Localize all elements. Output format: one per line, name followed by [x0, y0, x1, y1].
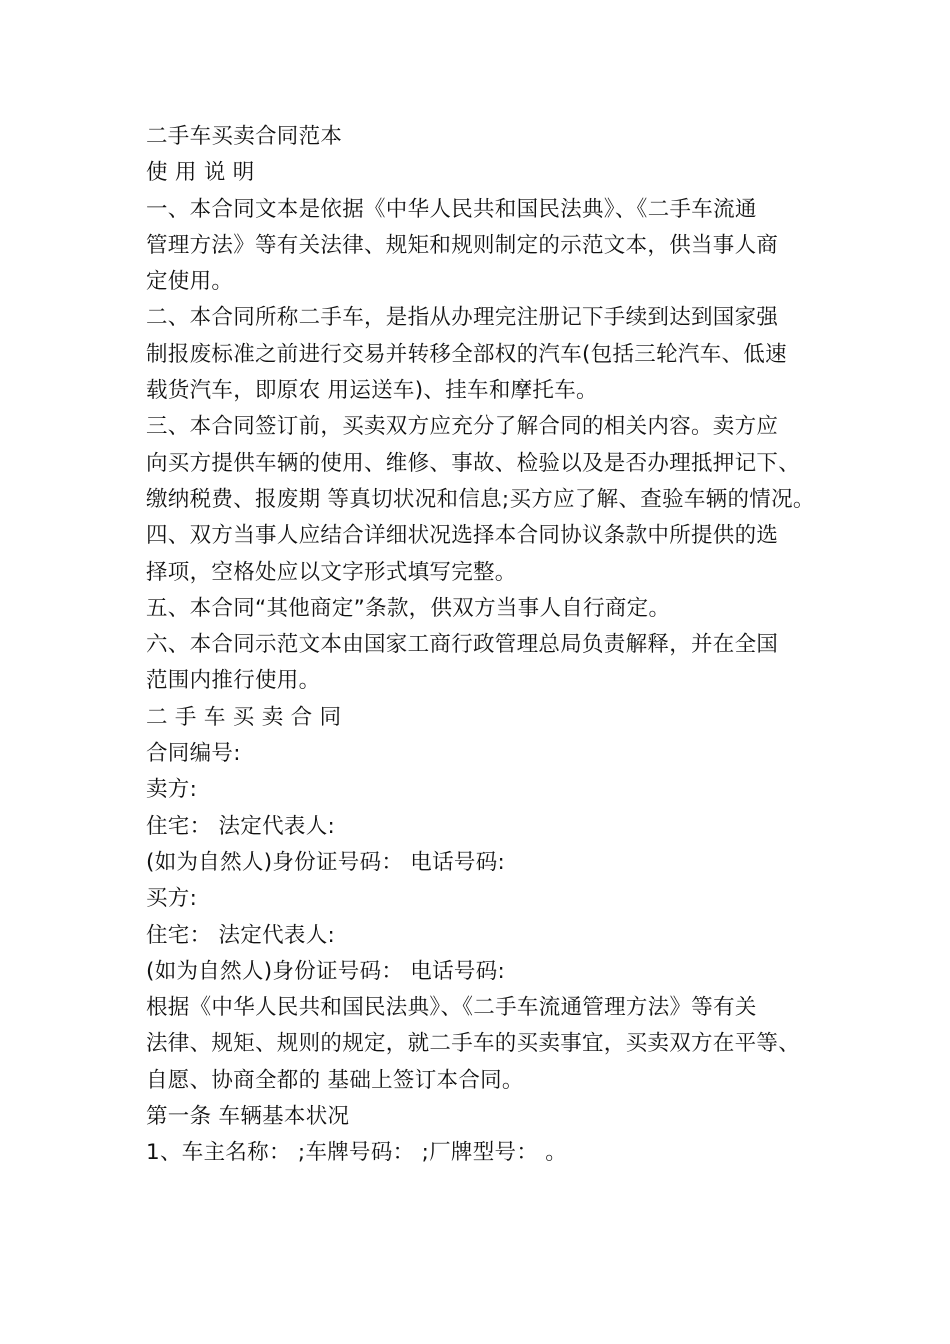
- text-line: 缴纳税费、报废期 等真切状况和信息;买方应了解、查验车辆的情况。: [146, 486, 815, 512]
- text-line: 择项，空格处应以文字形式填写完整。: [146, 559, 517, 585]
- seller-field: 卖方:: [146, 777, 198, 803]
- vehicle-info-field: 1、车主名称： ;车牌号码： ;厂牌型号： 。: [146, 1140, 568, 1166]
- text-line: 六、本合同示范文本由国家工商行政管理总局负责解释，并在全国: [146, 632, 779, 658]
- contract-text: [146, 119, 836, 1172]
- document-title: 二手车买卖合同范本: [146, 124, 343, 149]
- seller-id-field: (如为自然人)身份证号码： 电话号码:: [146, 849, 506, 875]
- contract-number-field: 合同编号:: [146, 741, 241, 767]
- text-line: 法律、规矩、规则的规定，就二手车的买卖事宜，买卖双方在平等、: [146, 1031, 801, 1057]
- text-line: 根据《中华人民共和国民法典》、《二手车流通管理方法》等有关: [146, 995, 757, 1021]
- seller-address-field: 住宅： 法定代表人:: [146, 813, 336, 839]
- buyer-address-field: 住宅： 法定代表人:: [146, 922, 336, 948]
- instructions-heading: 使 用 说 明: [146, 160, 255, 186]
- text-line: 载货汽车，即原农 用运送车)、挂车和摩托车。: [146, 378, 598, 404]
- text-line: 向买方提供车辆的使用、维修、事故、检验以及是否办理抵押记下、: [146, 450, 801, 476]
- text-line: 三、本合同签订前，买卖双方应充分了解合同的相关内容。卖方应: [146, 414, 779, 440]
- text-line: 自愿、协商全都的 基础上签订本合同。: [146, 1067, 524, 1093]
- buyer-field: 买方:: [146, 886, 198, 912]
- text-line: 制报废标准之前进行交易并转移全部权的汽车(包括三轮汽车、低速: [146, 341, 787, 367]
- text-line: 四、双方当事人应结合详细状况选择本合同协议条款中所提供的选: [146, 523, 779, 549]
- text-line: 管理方法》等有关法律、规矩和规则制定的示范文本，供当事人商: [146, 232, 779, 258]
- text-line: 二、本合同所称二手车，是指从办理完注册记下手续到达到国家强: [146, 305, 779, 331]
- text-line: 一、本合同文本是依据《中华人民共和国民法典》、《二手车流通: [146, 196, 757, 222]
- article-heading: 第一条 车辆基本状况: [146, 1104, 350, 1130]
- text-line: 范围内推行使用。: [146, 668, 321, 694]
- text-line: 定使用。: [146, 269, 234, 295]
- buyer-id-field: (如为自然人)身份证号码： 电话号码:: [146, 958, 506, 984]
- text-line: 五、本合同“其他商定”条款，供双方当事人自行商定。: [146, 595, 671, 621]
- contract-heading: 二 手 车 买 卖 合 同: [146, 704, 342, 730]
